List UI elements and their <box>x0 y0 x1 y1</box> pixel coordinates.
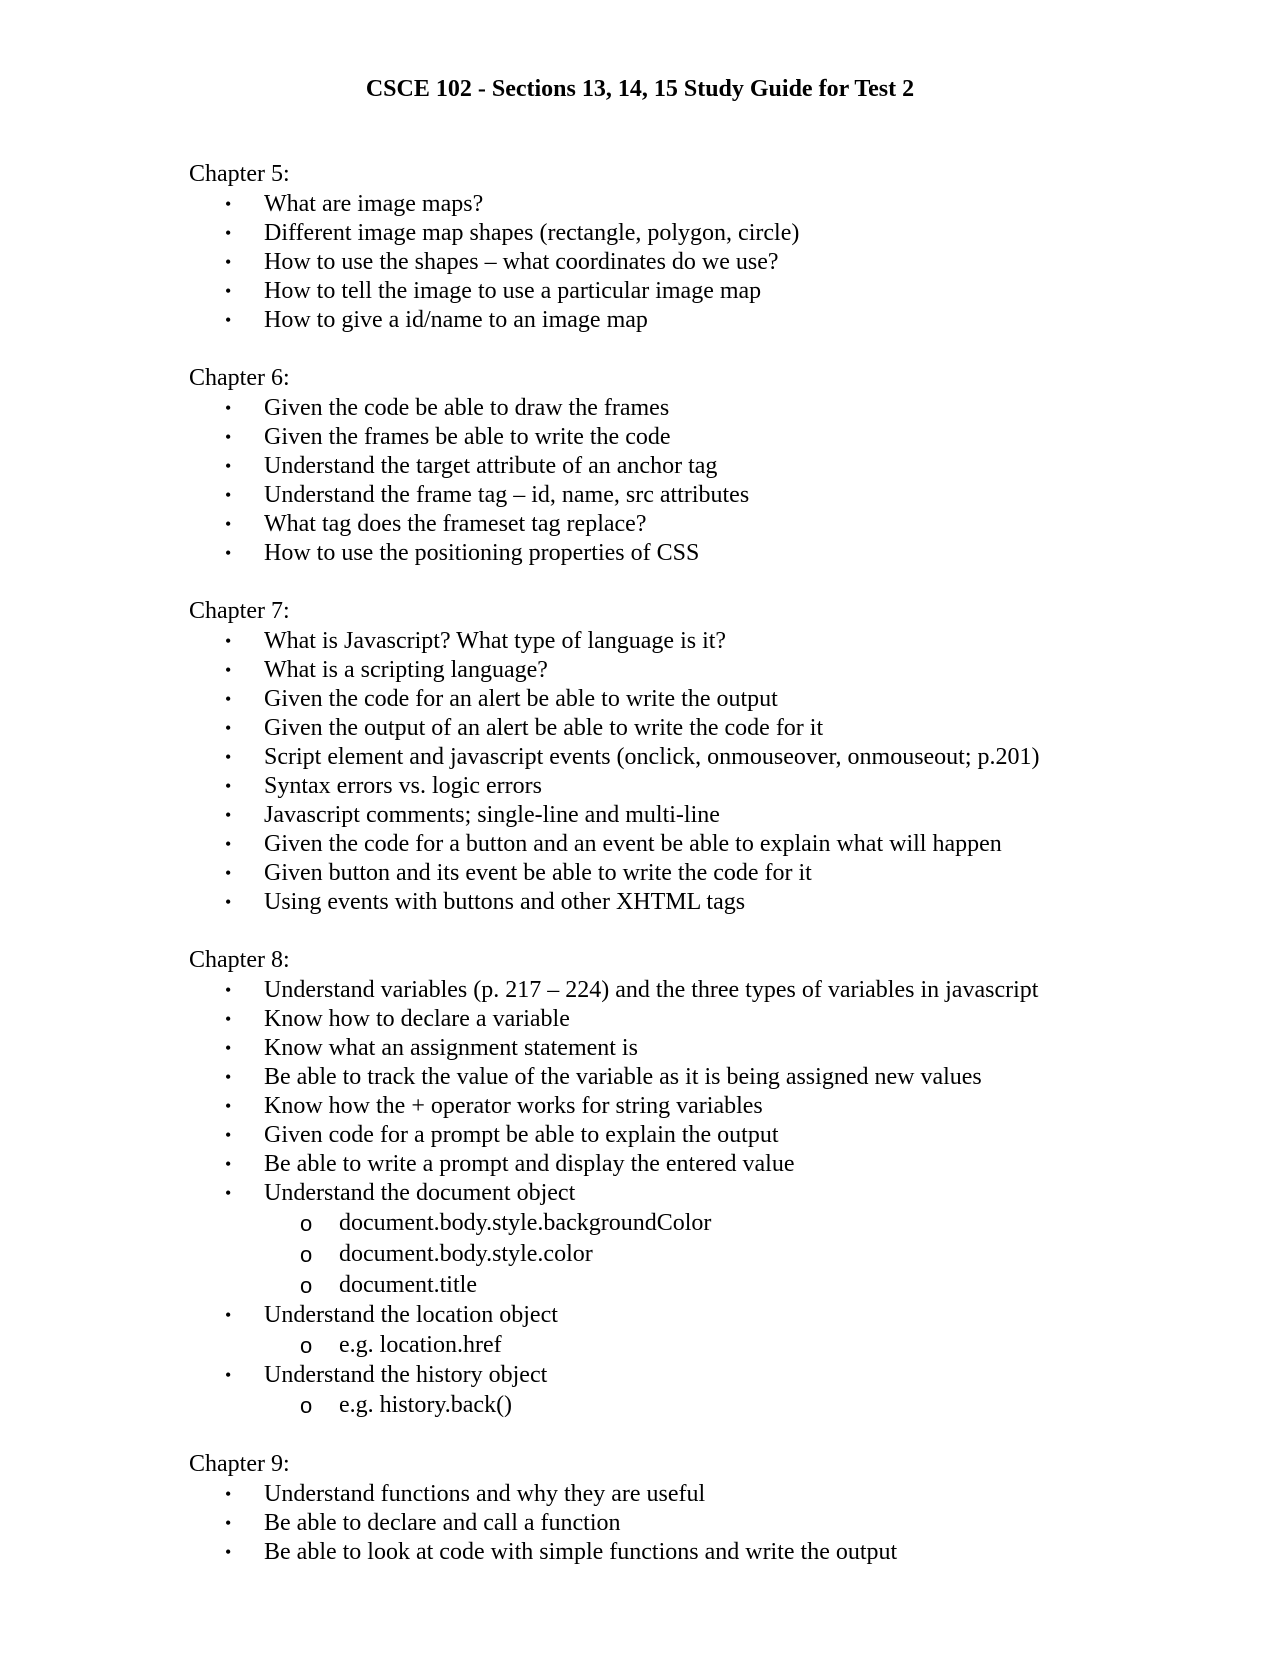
bullet-list <box>189 394 1189 568</box>
list-item-text: Different image map shapes (rectangle, polygon, circle) <box>264 220 800 246</box>
sub-bullet-icon: o <box>300 1393 313 1418</box>
list-item <box>189 714 1189 743</box>
sub-bullet-icon: o <box>300 1273 313 1298</box>
bullet-icon: • <box>225 427 232 447</box>
sub-list-item-text: document.title <box>339 1272 477 1298</box>
list-item <box>189 1005 1189 1034</box>
list-item <box>189 685 1189 714</box>
list-item <box>189 452 1189 481</box>
study-guide-body <box>189 159 1189 1595</box>
list-item-text: Syntax errors vs. logic errors <box>264 773 542 799</box>
list-item <box>189 1092 1189 1121</box>
chapter-heading: Chapter 9: <box>189 1451 290 1477</box>
bullet-icon: • <box>225 398 232 418</box>
list-item-text: Javascript comments; single-line and multi-line <box>264 802 720 828</box>
list-item-text: Know how the + operator works for string variables <box>264 1093 763 1119</box>
list-item <box>189 1034 1189 1063</box>
bullet-icon: • <box>225 834 232 854</box>
list-item-text: Be able to look at code with simple functions and write the output <box>264 1539 898 1565</box>
bullet-icon: • <box>225 1125 232 1145</box>
bullet-icon: • <box>225 631 232 651</box>
sub-bullet-icon: o <box>300 1333 313 1358</box>
bullet-list <box>189 627 1189 917</box>
list-item <box>189 190 1189 219</box>
list-item-text: Given the code for an alert be able to write the output <box>264 686 778 712</box>
sub-list-item <box>264 1239 1189 1270</box>
list-item <box>189 1361 1189 1421</box>
sub-list-item-text: e.g. history.back() <box>339 1392 513 1418</box>
bullet-icon: • <box>225 863 232 883</box>
bullet-icon: • <box>225 776 232 796</box>
list-item-text: What is a scripting language? <box>264 657 548 683</box>
list-item <box>189 539 1189 568</box>
bullet-icon: • <box>225 747 232 767</box>
list-item-text: How to give a id/name to an image map <box>264 307 648 333</box>
chapter-heading: Chapter 8: <box>189 947 290 973</box>
list-item <box>189 830 1189 859</box>
list-item-text: Given the output of an alert be able to write the code for it <box>264 715 824 741</box>
bullet-icon: • <box>225 1305 232 1325</box>
list-item-text: Given the code for a button and an event be able to explain what will happen <box>264 831 1002 857</box>
list-item-text: Script element and javascript events (onclick, onmouseover, onmouseout; p.201) <box>264 744 1040 770</box>
list-item <box>189 481 1189 510</box>
bullet-icon: • <box>225 689 232 709</box>
list-item <box>189 510 1189 539</box>
chapter-heading: Chapter 6: <box>189 365 290 391</box>
list-item-text: Understand the document object <box>264 1180 576 1206</box>
list-item-text: Understand the location object <box>264 1302 558 1328</box>
bullet-icon: • <box>225 485 232 505</box>
list-item-text: Be able to track the value of the variable as it is being assigned new values <box>264 1064 982 1090</box>
bullet-icon: • <box>225 1484 232 1504</box>
bullet-icon: • <box>225 1038 232 1058</box>
sub-list-item <box>264 1208 1189 1239</box>
list-item-text: Given the code be able to draw the frames <box>264 395 670 421</box>
list-item <box>189 1301 1189 1361</box>
chapter-heading: Chapter 5: <box>189 161 290 187</box>
list-item-text: Be able to declare and call a function <box>264 1510 621 1536</box>
sub-bullet-list <box>264 1208 1189 1301</box>
bullet-icon: • <box>225 223 232 243</box>
list-item-text: What is Javascript? What type of language is it? <box>264 628 727 654</box>
list-item <box>189 1063 1189 1092</box>
list-item-text: Given button and its event be able to write the code for it <box>264 860 812 886</box>
list-item <box>189 976 1189 1005</box>
list-item-text: Given the frames be able to write the code <box>264 424 671 450</box>
bullet-icon: • <box>225 1096 232 1116</box>
bullet-icon: • <box>225 1513 232 1533</box>
bullet-icon: • <box>225 1365 232 1385</box>
list-item-text: What are image maps? <box>264 191 484 217</box>
chapter-section <box>189 363 1189 568</box>
bullet-icon: • <box>225 456 232 476</box>
sub-list-item <box>264 1330 1189 1361</box>
list-item-text: Understand the frame tag – id, name, src attributes <box>264 482 750 508</box>
list-item-text: Using events with buttons and other XHTML tags <box>264 889 746 915</box>
sub-list-item <box>264 1270 1189 1301</box>
list-item <box>189 1121 1189 1150</box>
list-item <box>189 859 1189 888</box>
bullet-icon: • <box>225 1154 232 1174</box>
bullet-icon: • <box>225 543 232 563</box>
sub-list-item-text: document.body.style.color <box>339 1241 593 1267</box>
sub-list-item-text: document.body.style.backgroundColor <box>339 1210 712 1236</box>
bullet-icon: • <box>225 514 232 534</box>
list-item-text: Understand the target attribute of an anchor tag <box>264 453 718 479</box>
sub-bullet-icon: o <box>300 1211 313 1236</box>
list-item <box>189 423 1189 452</box>
chapter-section <box>189 945 1189 1421</box>
sub-bullet-icon: o <box>300 1242 313 1267</box>
bullet-list <box>189 976 1189 1421</box>
bullet-list <box>189 1480 1189 1567</box>
list-item <box>189 248 1189 277</box>
bullet-icon: • <box>225 281 232 301</box>
list-item <box>189 1509 1189 1538</box>
list-item <box>189 394 1189 423</box>
list-item <box>189 219 1189 248</box>
sub-bullet-list <box>264 1390 1189 1421</box>
document-title: CSCE 102 - Sections 13, 14, 15 Study Guide for Test 2 <box>365 76 915 102</box>
list-item-text: Know how to declare a variable <box>264 1006 570 1032</box>
list-item-text: How to use the shapes – what coordinates do we use? <box>264 249 779 275</box>
sub-list-item <box>264 1390 1189 1421</box>
list-item <box>189 888 1189 917</box>
list-item-text: Given code for a prompt be able to explain the output <box>264 1122 779 1148</box>
list-item-text: What tag does the frameset tag replace? <box>264 511 647 537</box>
bullet-list <box>189 190 1189 335</box>
list-item <box>189 656 1189 685</box>
bullet-icon: • <box>225 252 232 272</box>
bullet-icon: • <box>225 194 232 214</box>
list-item <box>189 772 1189 801</box>
list-item <box>189 627 1189 656</box>
bullet-icon: • <box>225 980 232 1000</box>
bullet-icon: • <box>225 1542 232 1562</box>
list-item-text: How to tell the image to use a particular image map <box>264 278 762 304</box>
bullet-icon: • <box>225 310 232 330</box>
list-item <box>189 306 1189 335</box>
list-item-text: Be able to write a prompt and display the entered value <box>264 1151 795 1177</box>
list-item <box>189 1480 1189 1509</box>
sub-list-item-text: e.g. location.href <box>339 1332 502 1358</box>
bullet-icon: • <box>225 892 232 912</box>
chapter-section <box>189 159 1189 335</box>
list-item-text: Understand functions and why they are useful <box>264 1481 706 1507</box>
list-item-text: Understand the history object <box>264 1362 548 1388</box>
chapter-heading: Chapter 7: <box>189 598 290 624</box>
chapter-section <box>189 596 1189 917</box>
bullet-icon: • <box>225 1067 232 1087</box>
bullet-icon: • <box>225 718 232 738</box>
list-item <box>189 277 1189 306</box>
list-item <box>189 801 1189 830</box>
bullet-icon: • <box>225 660 232 680</box>
sub-bullet-list <box>264 1330 1189 1361</box>
list-item-text: Understand variables (p. 217 – 224) and the three types of variables in javascript <box>264 977 1039 1003</box>
list-item <box>189 743 1189 772</box>
chapter-section <box>189 1449 1189 1567</box>
list-item <box>189 1150 1189 1179</box>
list-item-text: Know what an assignment statement is <box>264 1035 638 1061</box>
list-item-text: How to use the positioning properties of CSS <box>264 540 700 566</box>
bullet-icon: • <box>225 805 232 825</box>
list-item <box>189 1179 1189 1301</box>
list-item <box>189 1538 1189 1567</box>
bullet-icon: • <box>225 1183 232 1203</box>
bullet-icon: • <box>225 1009 232 1029</box>
